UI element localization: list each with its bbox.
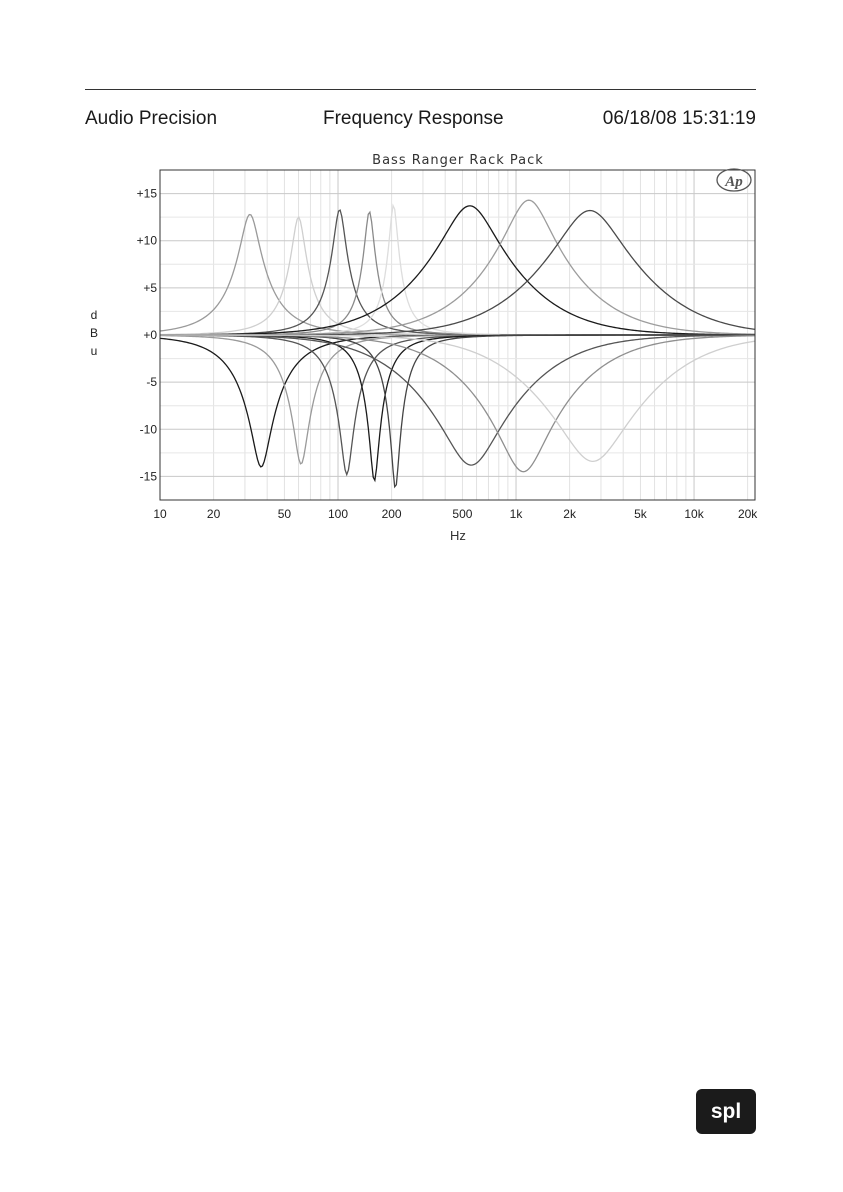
spl-logo <box>696 1089 756 1134</box>
y-axis-label <box>90 308 98 358</box>
frequency-response-chart <box>0 0 843 560</box>
x-tick-label: 2k <box>563 507 576 521</box>
response-curve <box>160 335 755 487</box>
y-axis-label-char: d <box>90 308 98 322</box>
header-brand: Audio Precision <box>85 108 218 129</box>
chart-title: Bass Ranger Rack Pack <box>372 153 544 168</box>
response-curve <box>160 217 755 335</box>
x-tick-label: 5k <box>634 507 647 521</box>
y-tick-label: +15 <box>136 186 157 201</box>
y-tick-label: +0 <box>143 328 157 342</box>
response-curve <box>160 335 755 465</box>
y-axis-label-char: B <box>89 326 99 340</box>
response-curve <box>160 335 755 467</box>
x-tick-label: 20 <box>206 507 221 521</box>
x-tick-label: 20k <box>737 507 758 521</box>
response-curves <box>160 200 755 487</box>
x-tick-label: 500 <box>452 507 473 521</box>
response-curve <box>160 206 755 335</box>
header-timestamp: 06/18/08 15:31:19 <box>602 108 756 129</box>
svg-text:spl: spl <box>710 1099 742 1123</box>
x-axis-label: Hz <box>450 528 466 543</box>
y-tick-label: +5 <box>143 280 157 295</box>
x-tick-label: 10k <box>684 507 704 521</box>
y-tick-label: -10 <box>139 422 157 437</box>
y-tick-label: -5 <box>146 375 157 390</box>
ap-logo <box>717 169 751 191</box>
y-tick-label: +10 <box>136 233 157 248</box>
tick-labels <box>137 187 759 521</box>
response-curve <box>160 200 755 335</box>
y-tick-label: -15 <box>139 469 157 484</box>
header-title: Frequency Response <box>323 108 504 129</box>
x-tick-label: 200 <box>381 507 402 521</box>
response-curve <box>160 206 755 335</box>
response-curve <box>160 215 755 335</box>
y-axis-label-char: u <box>90 344 98 358</box>
response-curve <box>160 335 755 480</box>
response-curve <box>160 210 755 335</box>
response-curve <box>160 335 755 472</box>
response-curve <box>160 335 755 464</box>
svg-text:Ap: Ap <box>725 174 743 190</box>
response-curve <box>160 335 755 461</box>
x-tick-label: 50 <box>277 507 292 521</box>
x-tick-label: 1k <box>509 507 523 521</box>
x-tick-label: 10 <box>153 507 167 521</box>
response-curve <box>160 211 755 335</box>
response-curve <box>160 212 755 335</box>
x-tick-label: 100 <box>327 507 349 521</box>
